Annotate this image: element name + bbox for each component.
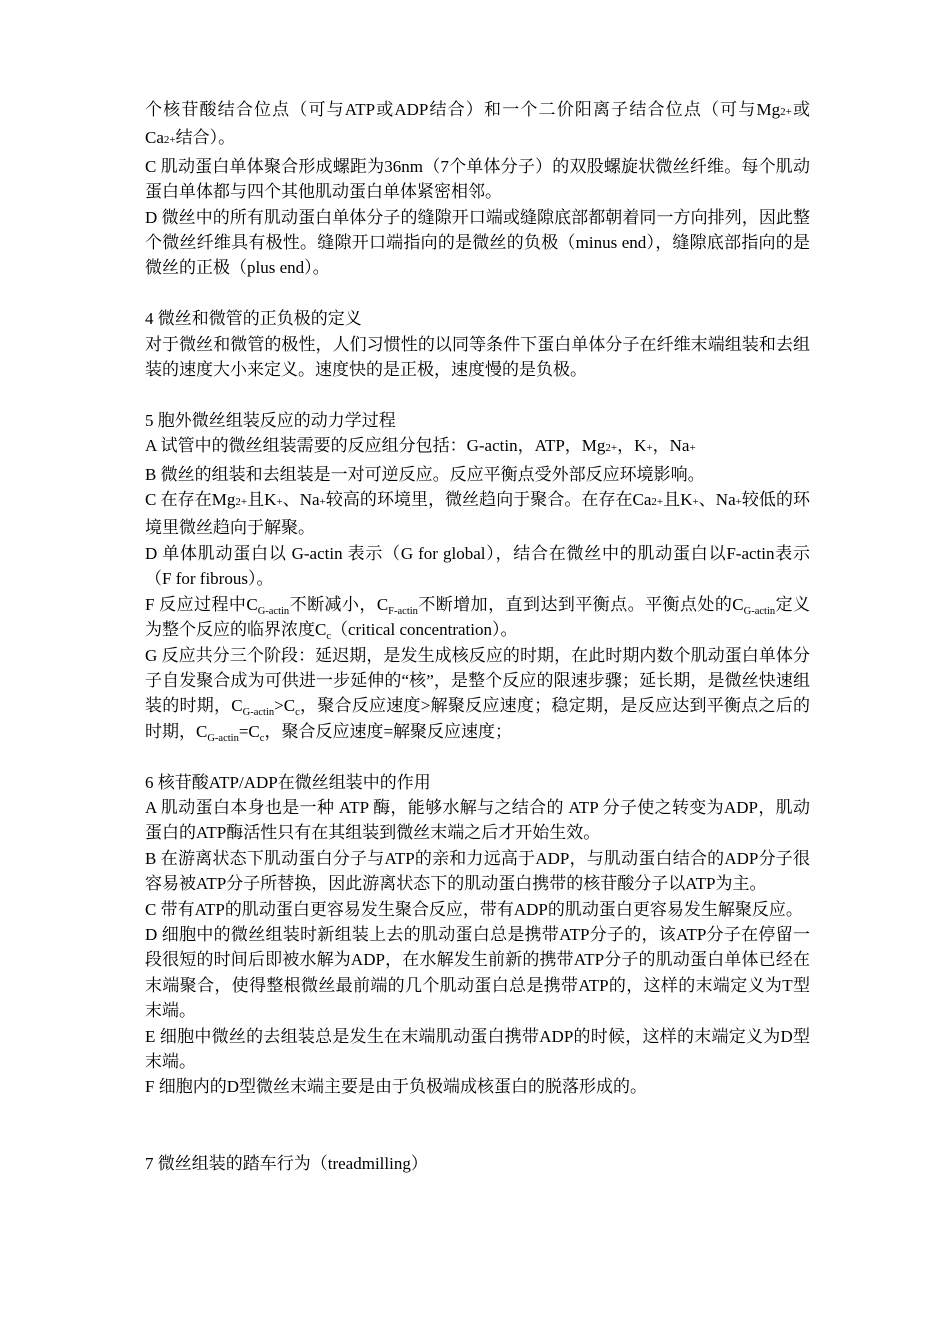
paragraph-6d: D 细胞中的微丝组装时新组装上去的肌动蛋白总是携带ATP分子的，该ATP分子在停留一段很短的时间后即被水解为ADP，在水解发生前新的携带ATP分子的肌动蛋白单体已经在末端聚合，使得整根微丝最前端的几个肌动蛋白总是携带ATP的，这样的末端定义为T型末端。 — [145, 924, 810, 1021]
paragraph-5g — [145, 643, 810, 745]
superscript: 2+ — [605, 442, 618, 455]
subscript: G-actin — [257, 605, 290, 617]
paragraph-6f: F 细胞内的D型微丝末端主要是由于负极端成核蛋白的脱落形成的。 — [145, 1077, 647, 1097]
superscript: 2+ — [163, 134, 176, 147]
text-run: F 反应过程中C — [145, 594, 258, 614]
text-run: 且K — [247, 490, 277, 510]
paragraph-5d: D 单体肌动蛋白以 G-actin 表示（G for global），结合在微丝中的肌动蛋白以F-actin表示（F for fibrous）。 — [145, 543, 810, 589]
spacer — [145, 382, 810, 407]
text-run: >C — [274, 696, 296, 716]
text-run: 且K — [663, 490, 693, 510]
paragraph-5a — [145, 433, 810, 461]
section-heading-7: 7 微丝组装的踏车行为（treadmilling） — [145, 1153, 428, 1173]
superscript: 2+ — [651, 496, 664, 509]
text-run: 不断减小，C — [289, 594, 389, 614]
subscript: F-actin — [388, 605, 418, 617]
paragraph-6b: B 在游离状态下肌动蛋白分子与ATP的亲和力远高于ADP，与肌动蛋白结合的ADP分子很容易被ATP分子所替换，因此游离状态下的肌动蛋白携带的核苷酸分子以ATP为主。 — [145, 848, 810, 894]
document-body — [145, 97, 810, 1176]
text-run: 、Na — [282, 490, 320, 510]
superscript: + — [735, 496, 742, 509]
text-run: ，聚合反应速度>解聚反应速度；稳定期，是反应达到平衡点之后的时期，C — [145, 696, 810, 741]
section-heading-5: 5 胞外微丝组装反应的动力学过程 — [145, 410, 396, 430]
text-run: （critical concentration）。 — [331, 620, 518, 640]
text-run: 较低的环境里微丝趋向于解聚。 — [145, 490, 810, 538]
text-run: ，K — [617, 436, 647, 456]
text-run: 较高的环境里，微丝趋向于聚合。在存在Ca — [325, 490, 652, 510]
superscript: + — [646, 442, 653, 455]
superscript: 2+ — [235, 496, 248, 509]
paragraph-6e: E 细胞中微丝的去组装总是发生在末端肌动蛋白携带ADP的时候，这样的末端定义为D型末端。 — [145, 1026, 810, 1071]
paragraph-d-polarity: D 微丝中的所有肌动蛋白单体分子的缝隙开口端或缝隙底部都朝着同一方向排列，因此整个微丝纤维具有极性。缝隙开口端指向的是微丝的负极（minus end），缝隙底部指向的是微丝的正极（plus end）。 — [145, 207, 810, 278]
text-run: C 在存在Mg — [145, 490, 236, 510]
paragraph-binding-sites — [145, 97, 810, 154]
superscript: 2+ — [780, 106, 792, 118]
spacer — [145, 281, 810, 306]
subscript: G-actin — [207, 732, 239, 744]
text-run: G 反应共分三个阶段：延迟期，是发生成核反应的时期，在此时期内数个肌动蛋白单体分子自发聚合成为可供进一步延伸的“核”，是整个反应的限速步骤；延长期，是微丝快速组装的时期，C — [145, 645, 810, 716]
paragraph-6c: C 带有ATP的肌动蛋白更容易发生聚合反应，带有ADP的肌动蛋白更容易发生解聚反应。 — [145, 899, 803, 919]
text-run: =C — [238, 721, 260, 741]
text-run: 不断增加，直到达到平衡点。平衡点处的C — [417, 594, 744, 614]
section-heading-4: 4 微丝和微管的正负极的定义 — [145, 309, 362, 329]
superscript: + — [692, 496, 699, 509]
text-run: 或Ca — [145, 100, 811, 148]
subscript: c — [295, 707, 300, 719]
text-run: 个核苷酸结合位点（可与ATP或ADP结合）和一个二价阳离子结合位点（可与Mg — [145, 100, 781, 119]
text-run: 结合）。 — [175, 128, 236, 148]
superscript: + — [689, 442, 696, 455]
paragraph-5b: B 微丝的组装和去组装是一对可逆反应。反应平衡点受外部反应环境影响。 — [145, 464, 705, 484]
subscript: c — [326, 631, 332, 643]
spacer — [145, 1100, 810, 1151]
paragraph-5c — [145, 487, 810, 541]
paragraph-5f — [145, 592, 810, 643]
paragraph-polarity-definition: 对于微丝和微管的极性，人们习惯性的以同等条件下蛋白单体分子在纤维末端组装和去组装的速度大小来定义。速度快的是正极，速度慢的是负极。 — [145, 334, 810, 380]
subscript: G-actin — [242, 707, 275, 719]
paragraph-c-helix: C 肌动蛋白单体聚合形成螺距为36nm（7个单体分子）的双股螺旋状微丝纤维。每个肌动蛋白单体都与四个其他肌动蛋白单体紧密相邻。 — [145, 156, 810, 202]
subscript: c — [259, 732, 265, 744]
paragraph-6a: A 肌动蛋白本身也是一种 ATP 酶，能够水解与之结合的 ATP 分子使之转变为ADP，肌动蛋白的ATP酶活性只有在其组装到微丝末端之后才开始生效。 — [145, 797, 811, 843]
text-run: 定义为整个反应的临界浓度C — [145, 594, 811, 640]
text-run: ，Na — [652, 436, 690, 456]
spacer — [145, 744, 810, 769]
section-heading-6: 6 核苷酸ATP/ADP在微丝组装中的作用 — [145, 772, 431, 792]
superscript: + — [319, 496, 326, 509]
subscript: G-actin — [743, 605, 776, 617]
text-run: 、Na — [698, 490, 736, 510]
superscript: + — [276, 496, 283, 509]
text-run: A 试管中的微丝组装需要的反应组分包括：G-actin，ATP，Mg — [145, 436, 606, 456]
text-run: ，聚合反应速度=解聚反应速度； — [264, 721, 513, 741]
